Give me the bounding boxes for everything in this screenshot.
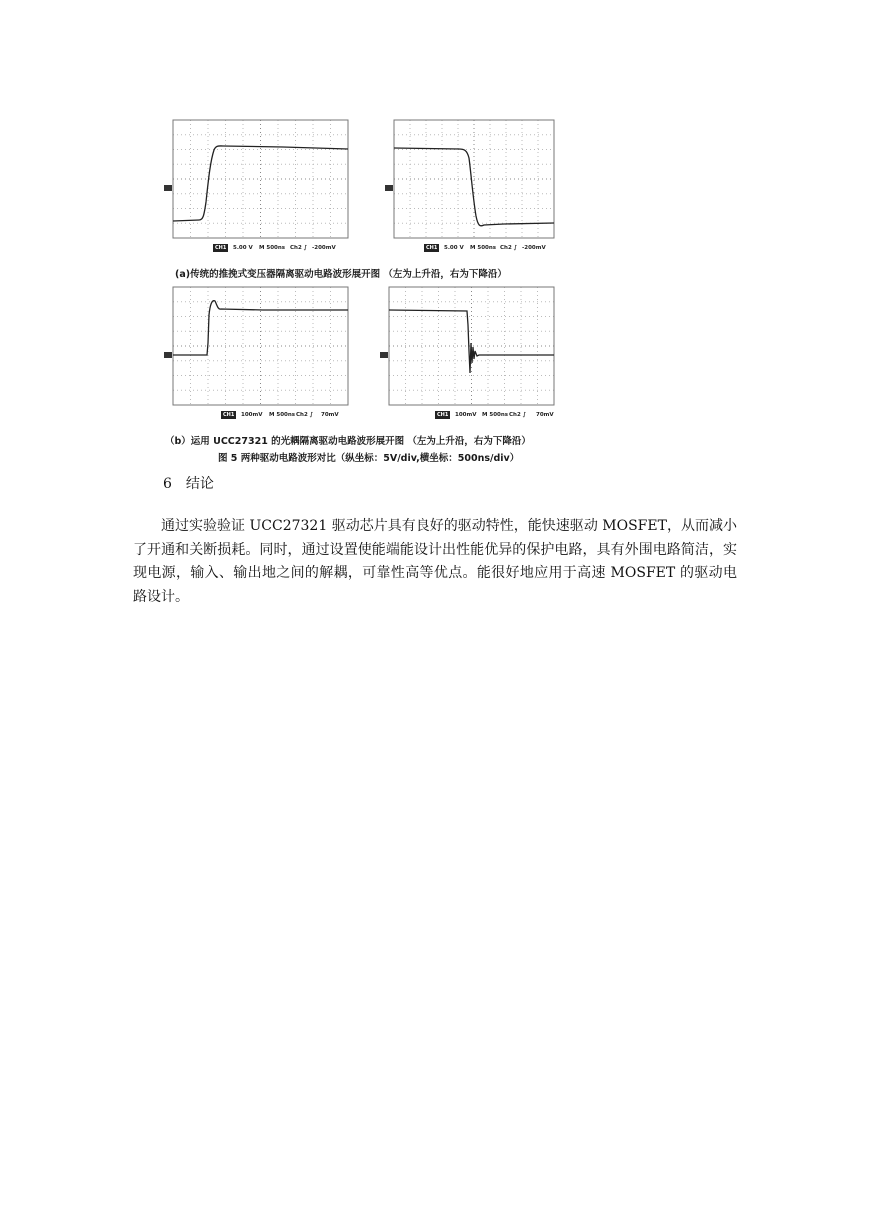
scope-a-rise <box>163 118 350 258</box>
ch1-label: CH1 <box>426 245 438 251</box>
scope-a-rise-plot <box>163 118 350 240</box>
conclusion-paragraph: 通过实验验证 UCC27321 驱动芯片具有良好的驱动特性，能快速驱动 MOSFET，从而减小了开通和关断损耗。同时，通过设置使能端能设计出性能优异的保护电路，具有外围电路简洁，实现电源，输入、输出地之间的解耦，可靠性高等优点。能很好地应用于高速 MOSFET 的驱动电路设计。 <box>133 518 737 605</box>
scope-readout: CH1 5.00 V M 500ns Ch2 ∫ -200mV <box>426 245 546 251</box>
scope-b-rise-plot <box>163 285 350 407</box>
waveform-trace <box>394 148 554 226</box>
scope-b-fall <box>379 285 556 425</box>
ground-marker <box>164 185 172 191</box>
section-number: 6 <box>163 476 172 492</box>
figure-caption: 图 5 两种驱动电路波形对比（纵坐标：5V/div,横坐标：500ns/div） <box>218 453 520 464</box>
ch1-label: CH1 <box>223 412 235 418</box>
ground-marker <box>380 352 388 358</box>
ground-marker <box>164 352 172 358</box>
scope-b-rise <box>163 285 350 425</box>
section-heading <box>163 473 228 493</box>
scope-readout: CH1 5.00 V M 500ns Ch2 ∫ -200mV <box>215 245 336 251</box>
scope-grid <box>173 287 348 405</box>
scope-a-fall <box>384 118 556 258</box>
waveform-trace <box>173 146 348 221</box>
scope-grid <box>394 120 554 238</box>
scope-a-fall-plot <box>384 118 556 240</box>
section-title: 结论 <box>185 476 214 492</box>
ground-marker <box>385 185 393 191</box>
scope-readout: CH1 100mV M 500ns Ch2 ∫ 70mV <box>437 412 554 418</box>
caption-a: (a)传统的推挽式变压器隔离驱动电路波形展开图 （左为上升沿，右为下降沿） <box>175 269 507 280</box>
ch1-label: CH1 <box>437 412 449 418</box>
ch1-label: CH1 <box>215 245 227 251</box>
scope-b-fall-plot <box>379 285 556 407</box>
caption-b: （b）运用 UCC27321 的光耦隔离驱动电路波形展开图 （左为上升沿，右为下降沿） <box>165 436 531 447</box>
scope-readout: CH1 100mV M 500ns Ch2 ∫ 70mV <box>223 412 339 418</box>
